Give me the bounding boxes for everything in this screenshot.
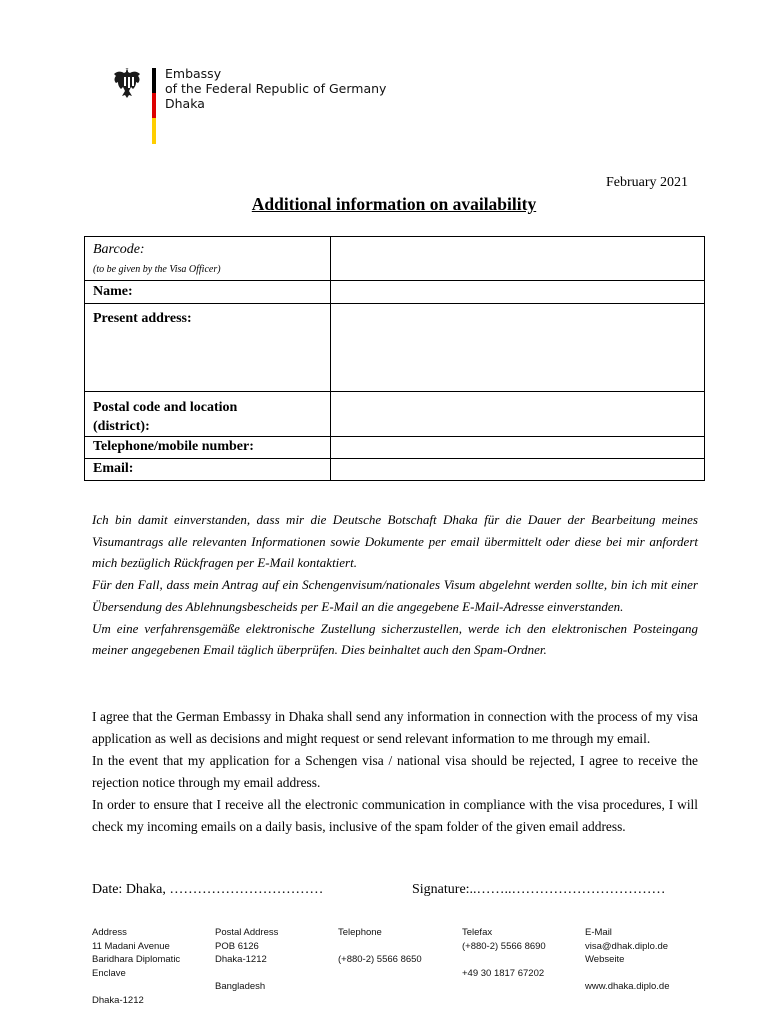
email-label: Email:	[85, 459, 331, 481]
footer-email	[585, 926, 670, 994]
footer-address-line: Dhaka-1212	[92, 994, 144, 1006]
english-paragraph-3: In order to ensure that I receive all the electronic communication in compliance with the visa procedures, I will check my incoming emails on a daily basis, inclusive of the spam folder of the given email address.	[92, 797, 698, 834]
phone-field[interactable]	[331, 437, 705, 459]
footer-telephone-line: Telephone	[338, 927, 382, 938]
footer-address-line: Address	[92, 927, 127, 938]
email-field[interactable]	[331, 459, 705, 481]
footer-telefax	[462, 926, 546, 980]
postal-field[interactable]	[331, 392, 705, 437]
footer-telephone-line: (+880-2) 5566 8650	[338, 954, 422, 965]
english-declaration	[92, 706, 698, 838]
footer-postal-line	[215, 967, 278, 981]
german-paragraph-3: Um eine verfahrensgemäße elektronische Zustellung sicherzustellen, werde ich den elektronischen Posteingang meiner angegebenen Email täglich überprüfen. Dies beinhaltet auch den Spam-Ordner.	[92, 620, 698, 658]
footer-address-line: Baridhara Diplomatic	[92, 954, 181, 965]
footer-telephone	[338, 926, 422, 967]
footer-postal-line: Postal Address	[215, 927, 279, 938]
embassy-line-1: Embassy	[165, 66, 222, 81]
page-title: Additional information on availability	[251, 194, 537, 214]
footer-telephone-line	[338, 940, 422, 954]
footer-telefax-line: (+880-2) 5566 8690	[462, 940, 546, 952]
postal-label-line-2: (district):	[93, 419, 150, 434]
footer-postal-line: POB 6126	[215, 940, 259, 952]
federal-eagle-logo	[113, 66, 145, 100]
date-line[interactable]: Date: Dhaka, ……………………………	[92, 882, 324, 897]
postal-label-cell	[85, 392, 331, 437]
footer-address-line: Enclave	[92, 967, 126, 979]
footer-postal-line: Dhaka-1212	[215, 954, 267, 965]
document-date: February 2021	[606, 175, 689, 190]
name-field[interactable]	[331, 281, 705, 304]
footer-telefax-line: +49 30 1817 67202	[462, 967, 545, 979]
barcode-label-cell	[85, 237, 331, 281]
german-paragraph-2: Für den Fall, dass mein Antrag auf ein Schengenvisum/nationales Visum abgelehnt werden sollte, bin ich mit einer Übersendung des Ablehnungsbescheids per E-Mail an die angegebene E-Mail-Adresse einverstanden.	[92, 577, 698, 614]
english-paragraph-1: I agree that the German Embassy in Dhaka shall send any information in connection with the process of my visa application as well as decisions and might request or send relevant information to me through my email.	[92, 709, 698, 746]
postal-label-line-1: Postal code and location	[93, 400, 238, 415]
embassy-line-2: of the Federal Republic of Germany	[165, 81, 387, 96]
signature-line[interactable]: Signature:..……..……………………………	[412, 882, 666, 897]
german-flag-bar	[152, 68, 156, 144]
embassy-name	[165, 66, 386, 111]
barcode-label: Barcode:	[93, 242, 145, 257]
footer-telefax-line	[462, 953, 546, 967]
footer-email-line: E-Mail	[585, 927, 612, 938]
german-declaration	[92, 509, 698, 661]
barcode-note: (to be given by the Visa Officer)	[93, 264, 221, 275]
footer-email-line: visa@dhak.diplo.de	[585, 940, 669, 952]
address-label: Present address:	[85, 304, 331, 392]
footer-postal-line: Bangladesh	[215, 981, 266, 992]
english-paragraph-2: In the event that my application for a Schengen visa / national visa should be rejected, I agree to receive the rejection notice through my email address.	[92, 753, 698, 790]
embassy-line-3: Dhaka	[165, 96, 205, 111]
footer-postal	[215, 926, 278, 994]
footer-address-line	[92, 980, 180, 994]
address-field[interactable]	[331, 304, 705, 392]
barcode-field[interactable]	[331, 237, 705, 281]
phone-label: Telephone/mobile number:	[85, 437, 331, 459]
footer-email-line: Webseite	[585, 954, 625, 965]
footer-address	[92, 926, 180, 1007]
footer-email-line: www.dhaka.diplo.de	[585, 981, 670, 992]
footer-address-line: 11 Madani Avenue	[92, 940, 170, 952]
footer-email-line	[585, 967, 670, 981]
german-paragraph-1: Ich bin damit einverstanden, dass mir die Deutsche Botschaft Dhaka für die Dauer der Bearbeitung meines Visumantrags alle relevanten Informationen sowie Dokumente per email übermittelt oder diese bei mir anfordert mich bezüglich Rückfragen per E-Mail kontaktiert.	[92, 512, 698, 571]
name-label: Name:	[85, 281, 331, 304]
applicant-form	[84, 236, 705, 481]
footer-telefax-line: Telefax	[462, 927, 493, 938]
